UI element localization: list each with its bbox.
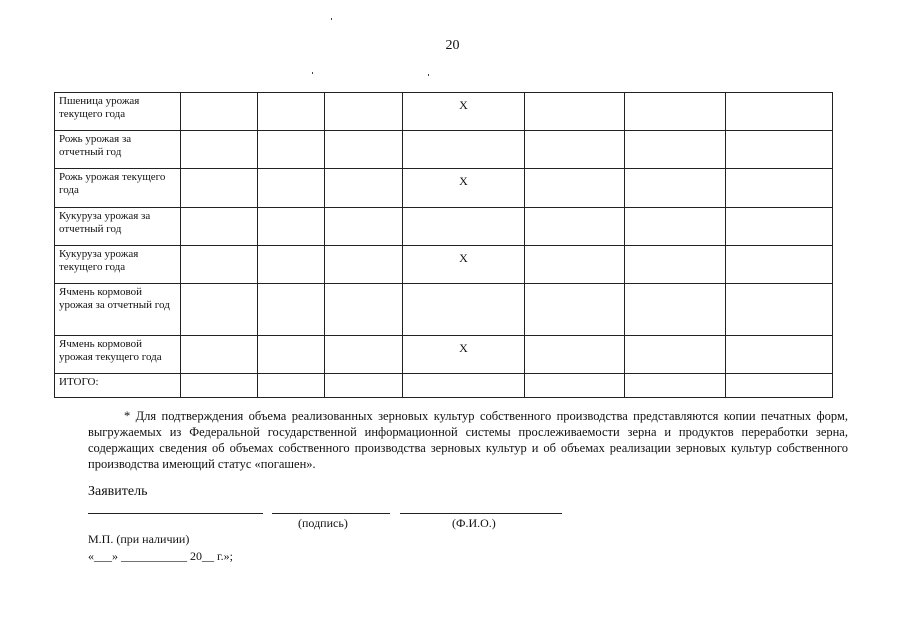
table-cell	[726, 246, 833, 284]
table-cell	[258, 284, 325, 336]
table-cell	[258, 374, 325, 398]
table-row	[55, 336, 833, 374]
table-row	[55, 284, 833, 336]
table-cell	[726, 284, 833, 336]
page-number: 20	[445, 38, 460, 53]
table-cell	[525, 246, 625, 284]
table-cell	[325, 208, 403, 246]
applicant-label: Заявитель	[88, 484, 148, 499]
row-label: Кукуруза урожая текущего года	[55, 246, 181, 284]
table-cell	[726, 169, 833, 208]
scan-speck	[331, 18, 332, 20]
table-cell	[325, 374, 403, 398]
table-cell	[258, 246, 325, 284]
scan-speck	[428, 74, 429, 76]
table-cell	[325, 169, 403, 208]
table-cell	[181, 208, 258, 246]
name-caption: (Ф.И.О.)	[452, 516, 496, 530]
table-cell	[181, 131, 258, 169]
table-cell	[325, 93, 403, 131]
table-cell	[525, 169, 625, 208]
date-line: «___» ___________ 20__ г.»;	[88, 549, 233, 563]
table-cell	[403, 374, 525, 398]
table-cell	[625, 246, 726, 284]
table-cell	[726, 336, 833, 374]
table-row	[55, 169, 833, 208]
table-cell	[325, 131, 403, 169]
table-cell: X	[403, 93, 525, 131]
row-label: Ячмень кормовой урожая текущего года	[55, 336, 181, 374]
scan-speck	[312, 72, 313, 74]
table-cell	[625, 374, 726, 398]
table-cell	[726, 208, 833, 246]
row-label: Ячмень кормовой урожая за отчетный год	[55, 284, 181, 336]
table-cell	[181, 284, 258, 336]
table-cell	[258, 336, 325, 374]
table-cell	[403, 284, 525, 336]
table-cell: X	[403, 169, 525, 208]
table-cell: X	[403, 336, 525, 374]
table-row	[55, 208, 833, 246]
grain-volume-table	[54, 92, 833, 398]
table-cell	[258, 208, 325, 246]
table-cell	[726, 374, 833, 398]
table-row	[55, 131, 833, 169]
table-cell	[525, 374, 625, 398]
table-cell	[625, 169, 726, 208]
table-row-total	[55, 374, 833, 398]
row-label: Рожь урожая за отчетный год	[55, 131, 181, 169]
table-cell	[181, 374, 258, 398]
row-label: ИТОГО:	[55, 374, 181, 398]
table-cell	[625, 284, 726, 336]
table-cell	[181, 336, 258, 374]
table-row	[55, 246, 833, 284]
table-cell	[625, 208, 726, 246]
table-cell	[726, 93, 833, 131]
table-cell: X	[403, 246, 525, 284]
table-cell	[181, 246, 258, 284]
row-label: Рожь урожая текущего года	[55, 169, 181, 208]
table-cell	[525, 93, 625, 131]
table-cell	[325, 336, 403, 374]
table-cell	[403, 208, 525, 246]
table-cell	[525, 336, 625, 374]
table-cell	[525, 208, 625, 246]
table-cell	[258, 131, 325, 169]
table-cell	[625, 93, 726, 131]
table-cell	[625, 131, 726, 169]
footnote	[88, 408, 848, 472]
table-cell	[181, 93, 258, 131]
table-cell	[325, 246, 403, 284]
signature-caption: (подпись)	[298, 516, 348, 530]
table-cell	[258, 93, 325, 131]
table-cell	[181, 169, 258, 208]
row-label: Пшеница урожая текущего года	[55, 93, 181, 131]
table-cell	[525, 284, 625, 336]
table-cell	[525, 131, 625, 169]
table-cell	[258, 169, 325, 208]
name-line	[400, 513, 562, 514]
table-cell	[325, 284, 403, 336]
signature-line	[272, 513, 390, 514]
table-cell	[403, 131, 525, 169]
stamp-note: М.П. (при наличии)	[88, 532, 190, 546]
footnote-text: * Для подтверждения объема реализованных зерновых культур собственного производства представляются копии печатных форм, выгружаемых из Федеральной государственной информационной системы прослеживаемости зерна и продуктов переработки зерна, содержащих сведения об объемах собственного производства зерновых культур и об объемах реализации зерновых культур собственного производства имеющий статус «погашен».	[88, 409, 848, 471]
applicant-line	[88, 513, 263, 514]
table-cell	[625, 336, 726, 374]
table-cell	[726, 131, 833, 169]
table-row	[55, 93, 833, 131]
row-label: Кукуруза урожая за отчетный год	[55, 208, 181, 246]
